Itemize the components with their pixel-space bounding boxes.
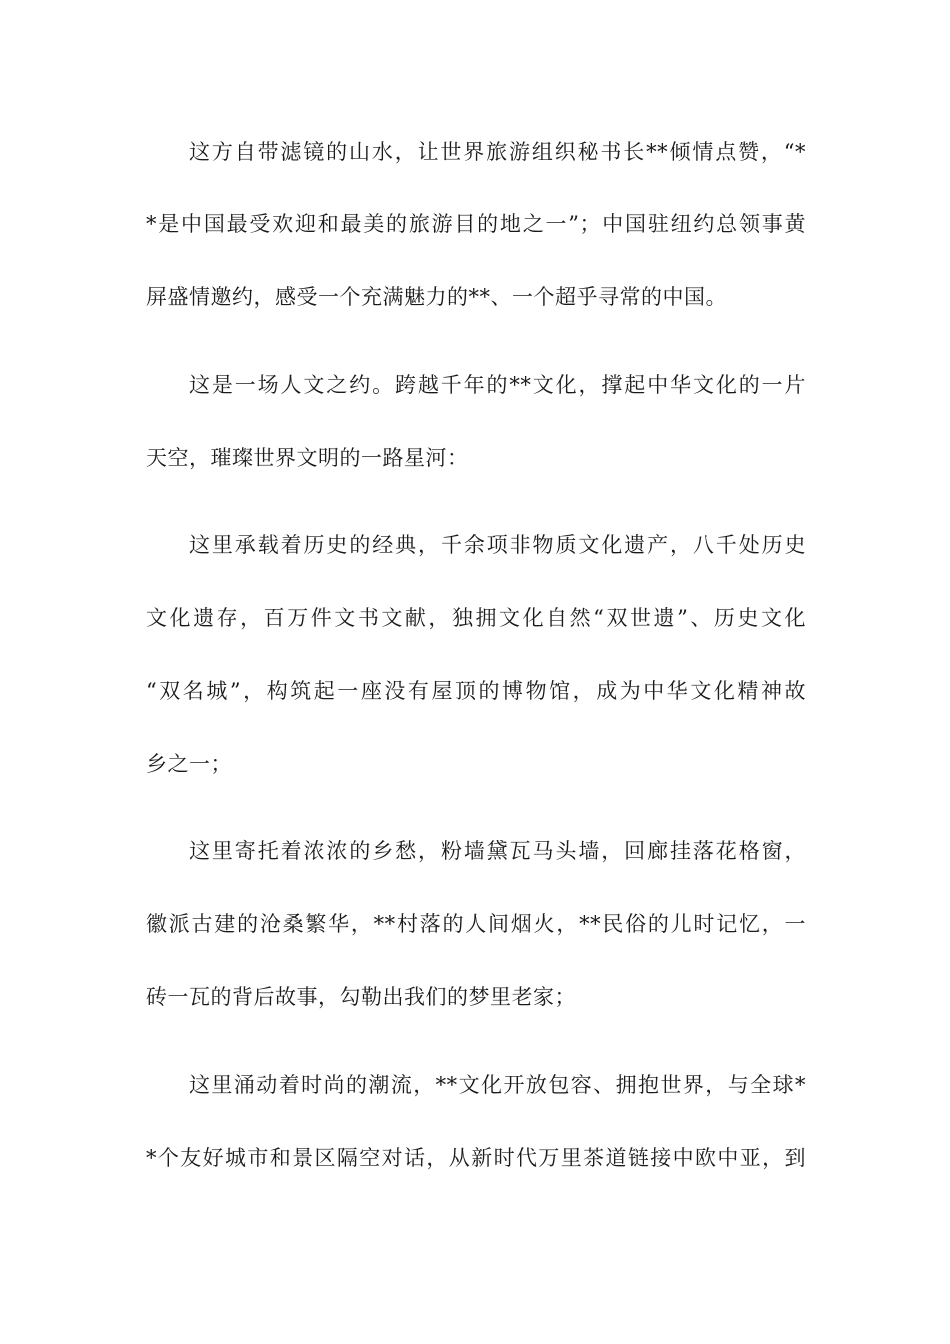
paragraph-3-line-4: 乡之一；	[146, 752, 232, 776]
paragraph-2-line-1: 这是一场人文之约。跨越千年的**文化，撑起中华文化的一片	[189, 373, 806, 397]
paragraph-3-line-2: 文化遗存，百万件文书文献，独拥文化自然“双世遗”、历史文化	[146, 606, 806, 630]
paragraph-3-line-3: “双名城”，构筑起一座没有屋顶的博物馆，成为中华文化精神故	[146, 679, 806, 703]
paragraph-1-line-1: 这方自带滤镜的山水，让世界旅游组织秘书长**倾情点赞，“*	[189, 140, 806, 164]
paragraph-2-line-2: 天空，璀璨世界文明的一路星河：	[146, 446, 469, 470]
paragraph-4-line-1: 这里寄托着浓浓的乡愁，粉墙黛瓦马头墙，回廊挂落花格窗，	[189, 839, 806, 863]
paragraph-5-line-1: 这里涌动着时尚的潮流，**文化开放包容、拥抱世界，与全球*	[189, 1073, 806, 1097]
paragraph-3-line-1: 这里承载着历史的经典，千余项非物质文化遗产，八千处历史	[189, 533, 806, 557]
paragraph-1-line-3: 屏盛情邀约，感受一个充满魅力的**、一个超乎寻常的中国。	[146, 285, 727, 309]
paragraph-1-line-2: *是中国最受欢迎和最美的旅游目的地之一”；中国驻纽约总领事黄	[146, 212, 806, 236]
paragraph-4-line-2: 徽派古建的沧桑繁华，**村落的人间烟火，**民俗的儿时记忆，一	[146, 912, 806, 936]
paragraph-5-line-2: *个友好城市和景区隔空对话，从新时代万里茶道链接中欧中亚，到	[146, 1146, 806, 1170]
paragraph-4-line-3: 砖一瓦的背后故事，勾勒出我们的梦里老家；	[146, 985, 576, 1009]
